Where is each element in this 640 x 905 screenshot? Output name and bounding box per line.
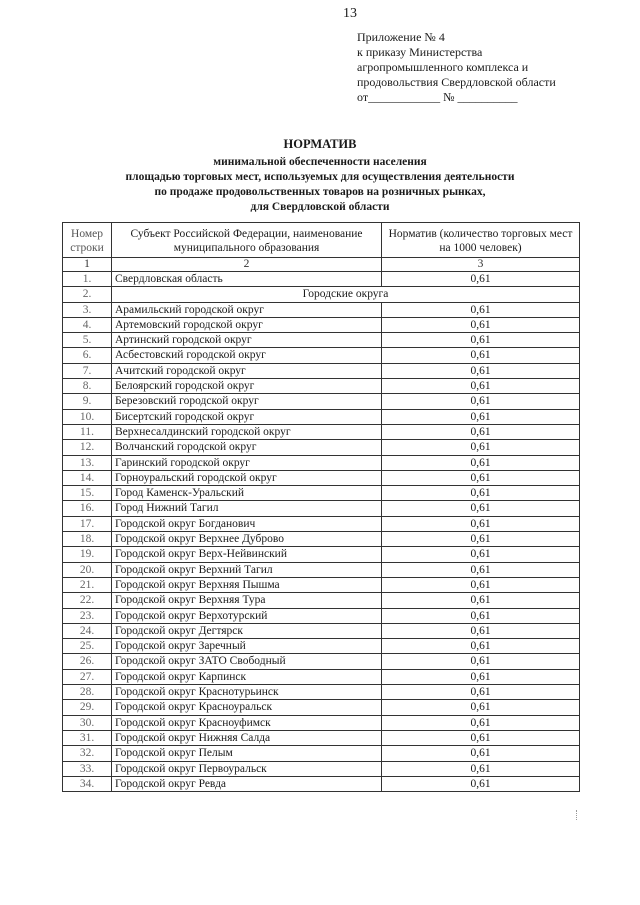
column-index: 1 (63, 258, 112, 272)
row-value: 0,61 (382, 272, 580, 287)
row-name: Волчанский городской округ (112, 440, 382, 455)
table-row (63, 317, 580, 332)
row-number: 13. (63, 455, 112, 470)
row-value: 0,61 (382, 577, 580, 592)
header-row-number: Номер строки (63, 223, 112, 258)
row-value: 0,61 (382, 761, 580, 776)
row-number: 22. (63, 593, 112, 608)
table-row (63, 761, 580, 776)
table-row (63, 440, 580, 455)
row-value: 0,61 (382, 608, 580, 623)
row-value: 0,61 (382, 302, 580, 317)
row-name: Городской округ Нижняя Салда (112, 730, 382, 745)
row-name: Белоярский городской округ (112, 379, 382, 394)
row-value: 0,61 (382, 654, 580, 669)
row-name: Ачитский городской округ (112, 363, 382, 378)
row-value: 0,61 (382, 623, 580, 638)
row-number: 34. (63, 776, 112, 791)
row-name: Городской округ Первоуральск (112, 761, 382, 776)
row-value: 0,61 (382, 409, 580, 424)
row-number: 27. (63, 669, 112, 684)
row-number: 28. (63, 685, 112, 700)
table-row (63, 409, 580, 424)
row-number: 14. (63, 470, 112, 485)
table-row (63, 746, 580, 761)
table-row (63, 470, 580, 485)
title-line: минимальной обеспеченности населения (213, 156, 427, 168)
row-name: Городской округ Верх-Нейвинский (112, 547, 382, 562)
row-number: 3. (63, 302, 112, 317)
header-norm: Норматив (количество торговых мест на 1000 человек) (382, 223, 580, 258)
row-value: 0,61 (382, 746, 580, 761)
table-header-row (63, 223, 580, 258)
appendix-line: агропромышленного комплекса и (357, 60, 529, 74)
appendix-block (357, 30, 556, 105)
table-row (63, 379, 580, 394)
table-row (63, 623, 580, 638)
row-name: Город Нижний Тагил (112, 501, 382, 516)
row-name: Городской округ Ревда (112, 776, 382, 791)
group-label: Городские округа (112, 287, 580, 302)
row-value: 0,61 (382, 562, 580, 577)
row-number: 33. (63, 761, 112, 776)
row-value: 0,61 (382, 669, 580, 684)
title-line: по продаже продовольственных товаров на розничных рынках, (154, 186, 486, 198)
row-value: 0,61 (382, 394, 580, 409)
norm-table (62, 222, 580, 792)
column-index: 2 (112, 258, 382, 272)
row-name: Городской округ Красноуфимск (112, 715, 382, 730)
header-subject: Субъект Российской Федерации, наименование муниципального образования (112, 223, 382, 258)
row-value: 0,61 (382, 776, 580, 791)
table-row (63, 272, 580, 287)
row-number: 23. (63, 608, 112, 623)
table-row (63, 700, 580, 715)
row-value: 0,61 (382, 593, 580, 608)
row-name: Городской округ Краснотурьинск (112, 685, 382, 700)
row-name: Арамильский городской округ (112, 302, 382, 317)
appendix-date-number: от____________ № __________ (357, 90, 518, 104)
row-value: 0,61 (382, 700, 580, 715)
row-number: 1. (63, 272, 112, 287)
row-number: 17. (63, 516, 112, 531)
title-line: площадью торговых мест, используемых для осуществления деятельности (125, 171, 515, 183)
row-name: Березовский городской округ (112, 394, 382, 409)
row-name: Город Каменск-Уральский (112, 486, 382, 501)
row-value: 0,61 (382, 470, 580, 485)
row-number: 29. (63, 700, 112, 715)
row-name: Городской округ Дегтярск (112, 623, 382, 638)
row-number: 7. (63, 363, 112, 378)
table-row (63, 333, 580, 348)
appendix-line: продовольствия Свердловской области (357, 75, 556, 89)
table-row (63, 302, 580, 317)
column-index: 3 (382, 258, 580, 272)
row-number: 30. (63, 715, 112, 730)
row-name: Верхнесалдинский городской округ (112, 424, 382, 439)
row-name: Городской округ Заречный (112, 639, 382, 654)
row-number: 21. (63, 577, 112, 592)
row-number: 24. (63, 623, 112, 638)
row-name: Городской округ Верхняя Пышма (112, 577, 382, 592)
row-name: Артинский городской округ (112, 333, 382, 348)
row-number: 26. (63, 654, 112, 669)
table-row (63, 424, 580, 439)
row-name: Городской округ Пелым (112, 746, 382, 761)
table-row (63, 348, 580, 363)
row-name: Бисертский городской округ (112, 409, 382, 424)
row-value: 0,61 (382, 424, 580, 439)
row-number: 8. (63, 379, 112, 394)
row-value: 0,61 (382, 363, 580, 378)
row-number: 18. (63, 532, 112, 547)
row-number: 19. (63, 547, 112, 562)
row-value: 0,61 (382, 379, 580, 394)
table-row (63, 501, 580, 516)
appendix-line: к приказу Министерства (357, 45, 483, 59)
table-row (63, 547, 580, 562)
page-number: 13 (343, 6, 357, 21)
row-number: 31. (63, 730, 112, 745)
row-value: 0,61 (382, 715, 580, 730)
row-number: 11. (63, 424, 112, 439)
table-row (63, 715, 580, 730)
row-number: 12. (63, 440, 112, 455)
row-number: 25. (63, 639, 112, 654)
row-number: 15. (63, 486, 112, 501)
row-value: 0,61 (382, 685, 580, 700)
table-row (63, 455, 580, 470)
row-number: 10. (63, 409, 112, 424)
table-row (63, 394, 580, 409)
row-value: 0,61 (382, 455, 580, 470)
row-value: 0,61 (382, 501, 580, 516)
row-name: Артемовский городской округ (112, 317, 382, 332)
row-value: 0,61 (382, 440, 580, 455)
group-row (63, 287, 580, 302)
row-name: Городской округ Верхотурский (112, 608, 382, 623)
row-number: 6. (63, 348, 112, 363)
table-row (63, 608, 580, 623)
row-number: 16. (63, 501, 112, 516)
table-row (63, 654, 580, 669)
row-name: Асбестовский городской округ (112, 348, 382, 363)
row-value: 0,61 (382, 639, 580, 654)
row-value: 0,61 (382, 348, 580, 363)
table-row (63, 562, 580, 577)
row-number: 20. (63, 562, 112, 577)
row-value: 0,61 (382, 516, 580, 531)
table-row (63, 685, 580, 700)
row-number: 4. (63, 317, 112, 332)
title-line: для Свердловской области (250, 201, 390, 213)
appendix-line: Приложение № 4 (357, 30, 445, 44)
table-row (63, 532, 580, 547)
row-name: Городской округ Верхняя Тура (112, 593, 382, 608)
row-name: Городской округ Верхнее Дуброво (112, 532, 382, 547)
row-number: 5. (63, 333, 112, 348)
row-name: Свердловская область (112, 272, 382, 287)
table-row (63, 639, 580, 654)
document-title (0, 137, 640, 215)
row-number: 32. (63, 746, 112, 761)
table-row (63, 593, 580, 608)
row-name: Горноуральский городской округ (112, 470, 382, 485)
row-name: Городской округ Верхний Тагил (112, 562, 382, 577)
row-value: 0,61 (382, 486, 580, 501)
title-main: НОРМАТИВ (283, 137, 357, 151)
row-value: 0,61 (382, 317, 580, 332)
row-number: 2. (63, 287, 112, 302)
row-name: Городской округ ЗАТО Свободный (112, 654, 382, 669)
row-name: Гаринский городской округ (112, 455, 382, 470)
column-index-row (63, 258, 580, 272)
row-value: 0,61 (382, 547, 580, 562)
row-name: Городской округ Богданович (112, 516, 382, 531)
table-row (63, 516, 580, 531)
table-row (63, 486, 580, 501)
row-name: Городской округ Красноуральск (112, 700, 382, 715)
table-row (63, 577, 580, 592)
table-row (63, 669, 580, 684)
table-row (63, 363, 580, 378)
scan-mark (576, 810, 579, 820)
table-row (63, 776, 580, 791)
row-value: 0,61 (382, 333, 580, 348)
row-name: Городской округ Карпинск (112, 669, 382, 684)
row-value: 0,61 (382, 730, 580, 745)
table-row (63, 730, 580, 745)
row-number: 9. (63, 394, 112, 409)
row-value: 0,61 (382, 532, 580, 547)
